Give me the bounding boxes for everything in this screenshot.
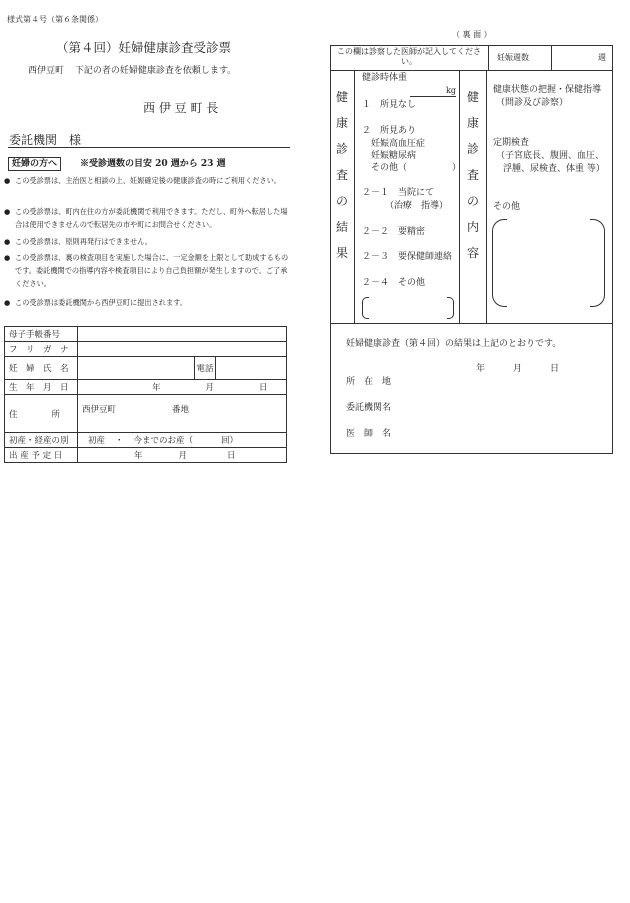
content-heading: 健 康 診 査 の 内 容	[466, 90, 479, 260]
bullet-mark: ●	[4, 207, 11, 216]
request-text: 下記の者の妊婦健康診査を依頼します。	[74, 66, 237, 76]
weeks-label: 妊娠週数	[497, 53, 529, 62]
result-2-2: ２－２ 要精密	[362, 227, 426, 237]
bracket-left	[362, 297, 369, 319]
bullet-item: ● この受診票は、原則再発行はできません。	[4, 237, 152, 246]
due-value[interactable]: 年 月 日	[78, 448, 287, 463]
name-value[interactable]	[78, 357, 195, 380]
divider	[330, 70, 613, 71]
bullet-item: ● この受診票は、町内在住の方が委託機関で利用できます。ただし、町外へ転居した場合は使用できませんので転居先の市や町にお問合せください。	[4, 207, 288, 229]
weight-label: 健診時体重	[362, 73, 408, 83]
notice-label: 妊婦の方へ	[8, 157, 61, 171]
bullet-item: ● この受診票は委託機関から西伊豆町に提出されます。	[4, 298, 187, 307]
location-label: 所 在 地	[346, 377, 392, 387]
due-label: 出 産 予 定 日	[5, 448, 78, 463]
date-line: 年 月 日	[476, 364, 560, 374]
content-item-2-sub2: 浮腫、尿検査、体重 等）	[503, 164, 605, 174]
back-label: （ 裏 面 ）	[452, 30, 492, 39]
bullet-item: ● この受診票は、裏の検査項目を実施した場合に、一定金額を上限として助成するものです。委託機関での指導内容や検査項目により自己負担額が発生しますので、ご了承ください。	[4, 253, 289, 288]
institution-underline	[8, 147, 290, 148]
content-item-3: その他	[493, 202, 521, 212]
phone-value[interactable]	[216, 357, 287, 380]
bracket-right	[590, 219, 605, 307]
result-findings: ２ 所見あり	[362, 126, 417, 136]
result-2-1-sub: （治療 指導）	[385, 201, 449, 211]
form-id: 様式第４号（第６条関係）	[7, 15, 103, 24]
finding-other: その他（ ）	[371, 163, 462, 173]
boshi-label: 母子手帳番号	[5, 327, 78, 342]
address-label: 住 所	[5, 395, 78, 433]
weeks-unit: 週	[598, 53, 606, 62]
dob-label: 生 年 月 日	[5, 380, 78, 395]
address-value[interactable]: 西伊豆町 番地	[78, 395, 287, 433]
results-heading: 健 康 診 査 の 結 果	[335, 90, 348, 260]
institution-name-label: 委託機関名	[346, 403, 392, 413]
content-item-1: 健康状態の把握・保健指導	[493, 85, 602, 95]
divider	[488, 45, 489, 70]
furigana-label: フ リ ガ ナ	[5, 342, 78, 357]
result-2-3: ２－３ 要保健師連絡	[362, 252, 453, 262]
parity-label: 初産・経産の別	[5, 433, 78, 448]
boshi-value[interactable]	[78, 327, 287, 342]
result-statement: 妊婦健康診査（第４回）の結果は上記のとおりです。	[346, 339, 562, 349]
furigana-value[interactable]	[78, 342, 287, 357]
doctor-name-label: 医 師 名	[346, 429, 392, 439]
bullet-mark: ●	[4, 237, 11, 246]
phone-label: 電話	[195, 357, 216, 380]
finding-hypertension: 妊娠高血圧症	[371, 139, 426, 149]
result-no-findings: １ 所見なし	[362, 100, 417, 110]
divider	[330, 323, 613, 324]
request-town: 西伊豆町	[28, 66, 65, 76]
bullet-mark: ●	[4, 176, 11, 185]
dob-value[interactable]: 年 月 日	[78, 380, 287, 395]
weight-underline	[410, 96, 456, 97]
form-title: （第４回）妊婦健康診査受診票	[56, 40, 232, 55]
bracket-right	[447, 297, 454, 319]
finding-diabetes: 妊娠糖尿病	[371, 151, 417, 161]
mayor-title: 西 伊 豆 町 長	[143, 101, 219, 115]
parity-value[interactable]: 初産 ・ 今までのお産（ 回）	[78, 433, 287, 448]
content-item-2: 定期検査	[493, 138, 530, 148]
divider	[459, 70, 460, 323]
bullet-mark: ●	[4, 253, 11, 262]
divider	[486, 70, 487, 323]
result-2-1: ２－１ 当院にて	[362, 188, 435, 198]
bracket-left	[492, 219, 507, 307]
result-2-4: ２－４ その他	[362, 278, 426, 288]
doctor-note: この欄は診察した医師が記入してください。	[337, 47, 481, 66]
weight-unit: kg	[446, 86, 456, 95]
request-line	[28, 66, 236, 77]
content-item-2-sub1: （子宮底長、腹囲、血圧、	[496, 151, 605, 161]
applicant-table	[4, 326, 287, 463]
institution-label: 委託機関 様	[9, 133, 82, 147]
notice-guideline: ※受診週数の目安 20 週から 23 週	[80, 159, 226, 169]
name-label: 妊 婦 氏 名	[5, 357, 78, 380]
divider	[354, 70, 355, 323]
divider	[551, 45, 552, 70]
bullet-item: ● この受診票は、主治医と相談の上、妊娠確定後の健康診査の時にご利用ください。	[4, 176, 281, 185]
content-item-1-sub: （問診及び診察）	[496, 98, 569, 108]
bullet-mark: ●	[4, 298, 11, 307]
